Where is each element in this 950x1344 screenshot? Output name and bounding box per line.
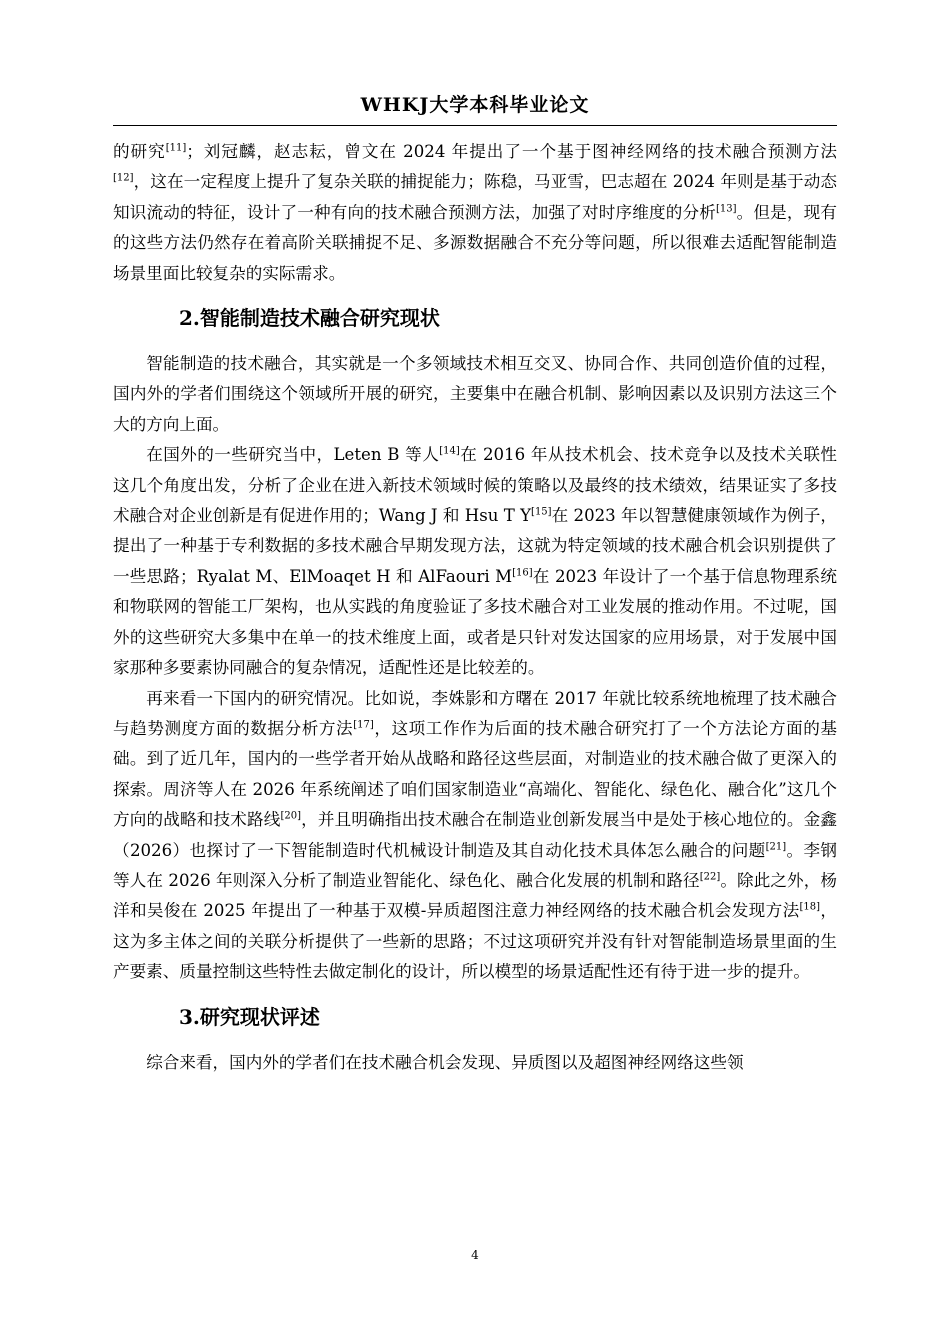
citation: [13] — [715, 203, 737, 215]
text: 在国外的一些研究当中，Leten B 等人 — [146, 445, 440, 465]
citation: [14] — [439, 445, 460, 457]
text: 在 2023 年设计了一个基于信息物理系统和物联网的智能工厂架构，也从实践的角度验证了多技术融合对工业发展的推动作用。不过呢，国外的这些研究大多集中在单一的技术维度上面，或者是只针对发达国家的应用场景，对于发展中国家那种多要素协同融合的复杂情况，适配性还是比较差的。 — [113, 566, 837, 678]
citation: [15] — [531, 506, 552, 518]
text: ，这为多主体之间的关联分析提供了一些新的思路；不过这项研究并没有针对智能制造场景里面的生产要素、质量控制这些特性去做定制化的设计，所以模型的场景适配性还有待于进一步的提升。 — [113, 901, 837, 982]
text: ，这项工作作为后面的技术融合研究打了一个方法论方面的基础。到了近几年，国内的一些学者开始从战略和路径这些层面，对制造业的技术融合做了更深入的探索。周济等人在 2026 年系统阐述了咱们国家制造业“高端化、智能化、绿色化、融合化”这几个方向的战略和技术路线 — [113, 718, 838, 830]
text: 的研究 — [113, 142, 166, 161]
citation: [22] — [699, 871, 721, 883]
text: 再来看一下国内的研究情况。比如说，李姝影和方曙在 2017 年就比较系统地梳理了技术融合与趋势测度方面的数据分析方法 — [113, 688, 837, 738]
text: ；刘冠麟，赵志耘，曾文在 2024 年提出了一个基于图神经网络的技术融合预测方法 — [186, 142, 838, 161]
citation: [11] — [165, 142, 187, 154]
text: 在 2016 年从技术机会、技术竞争以及技术关联性这几个角度出发，分析了企业在进入新技术领域时候的策略以及最终的技术绩效，结果证实了多技术融合对企业创新是有促进作用的；Wang J 和 Hsu T Y — [113, 445, 838, 526]
paragraph: 智能制造的技术融合，其实就是一个多领域技术相互交叉、协同合作、共同创造价值的过程，国内外的学者们围绕这个领域所开展的研究，主要集中在融合机制、影响因素以及识别方法这三个大的方向上面。 — [113, 354, 837, 434]
text: ，并且明确指出技术融合在制造业创新发展当中是处于核心地位的。金鑫（2026）也探讨了一下智能制造时代机械设计制造及其自动化技术具体怎么融合的问题 — [113, 810, 838, 860]
document-body — [113, 137, 837, 1078]
text: 在 2023 年以智慧健康领域作为例子，提出了一种基于专利数据的多技术融合早期发现方法，这就为特定领域的技术融合机会识别提供了一些思路；Ryalat M、ElMoaqet H 和 AlFaouri M — [113, 506, 837, 586]
section-heading: 2.智能制造技术融合研究现状 — [179, 306, 440, 331]
paragraph-continued — [113, 137, 837, 289]
page-number: 4 — [471, 1248, 479, 1262]
citation: [18] — [799, 901, 821, 913]
paragraph — [113, 684, 837, 988]
header-divider — [113, 125, 837, 126]
text: 。除此之外，杨洋和吴俊在 2025 年提出了一种基于双模-异质超图注意力神经网络的技术融合机会发现方法 — [113, 870, 838, 921]
citation: [17] — [353, 719, 374, 731]
text: 。李钢等人在 2026 年则深入分析了制造业智能化、绿色化、融合化发展的机制和路径 — [113, 840, 837, 890]
citation: [16] — [512, 567, 533, 579]
paragraph: 综合来看，国内外的学者们在技术融合机会发现、异质图以及超图神经网络这些领 — [146, 1052, 744, 1072]
paragraph — [113, 440, 837, 683]
text: 。但是，现有的这些方法仍然存在着高阶关联捕捉不足、多源数据融合不充分等问题，所以很难去适配智能制造场景里面比较复杂的实际需求。 — [113, 202, 838, 283]
citation: [21] — [765, 841, 787, 852]
citation: [20] — [280, 810, 302, 822]
running-header: WHKJ大学本科毕业论文 — [360, 94, 590, 116]
text: ，这在一定程度上提升了复杂关联的捕捉能力；陈稳，马亚雪，巴志超在 2024 年则是基于动态知识流动的特征，设计了一种有向的技术融合预测方法，加强了对时序维度的分析 — [113, 172, 837, 222]
section-heading: 3.研究现状评述 — [179, 1004, 320, 1029]
citation: [12] — [113, 172, 134, 184]
